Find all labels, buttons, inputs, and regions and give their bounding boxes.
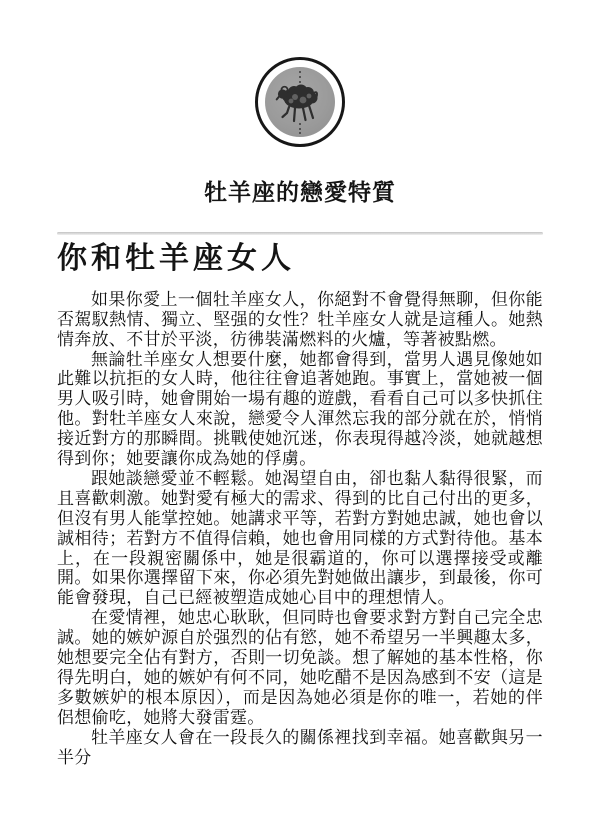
paragraph-5: 牡羊座女人會在一段長久的關係裡找到幸福。她喜歡與另一半分 xyxy=(57,727,543,767)
page-title: 牡羊座的戀愛特質 xyxy=(204,180,396,205)
section-heading: 你和牡羊座女人 xyxy=(57,242,295,276)
ram-icon xyxy=(265,67,335,137)
paragraph-2: 無論牡羊座女人想要什麼，她都會得到，當男人遇見像她如此難以抗拒的女人時，他往往會追著她跑。事實上，當她被一個男人吸引時，她會開始一場有趣的遊戲，看看自己可以多快抓住他。對牡羊座女人來說，戀愛令人渾然忘我的部分就在於，悄悄接近對方的那瞬間。挑戰使她沉迷，你表現得越冷淡，她就越想得到你；她要讓你成為她的俘虜。 xyxy=(57,349,543,469)
paragraph-4: 在愛情裡，她忠心耿耿，但同時也會要求對方對自己完全忠誠。她的嫉妒源自於强烈的佔有慾，她不希望另一半興趣太多，她想要完全佔有對方，否則一切免談。想了解她的基本性格，你得先明白，她的嫉妒有何不同，她吃醋不是因為感到不安（這是多數嫉妒的根本原因），而是因為她必須是你的唯一，若她的伴侶想偷吃，她將大發雷霆。 xyxy=(57,608,543,727)
section-body xyxy=(57,232,543,767)
emblem-disc xyxy=(265,67,335,137)
emblem-ring xyxy=(255,57,345,147)
section-divider xyxy=(57,232,543,235)
paragraph-3: 跟她談戀愛並不輕鬆。她渴望自由，卻也黏人黏得很緊，而且喜歡刺激。她對愛有極大的需求、得到的比自己付出的更多，但沒有男人能掌控她。她講求平等，若對方對她忠誠，她也會以誠相待；若對方不值得信賴，她也會用同樣的方式對待他。基本上，在一段親密關係中，她是很霸道的，你可以選擇接受或離開。如果你選擇留下來，你必須先對她做出讓步，到最後，你可能會發現，自己已經被塑造成她心目中的理想情人。 xyxy=(57,468,543,608)
aries-emblem xyxy=(0,0,600,147)
paragraph-1: 如果你愛上一個牡羊座女人，你絕對不會覺得無聊，但你能否駕馭熱情、獨立、堅强的女性？牡羊座女人就是這種人。她熱情奔放、不甘於平淡，彷彿裝滿燃料的火爐，等著被點燃。 xyxy=(57,289,543,349)
